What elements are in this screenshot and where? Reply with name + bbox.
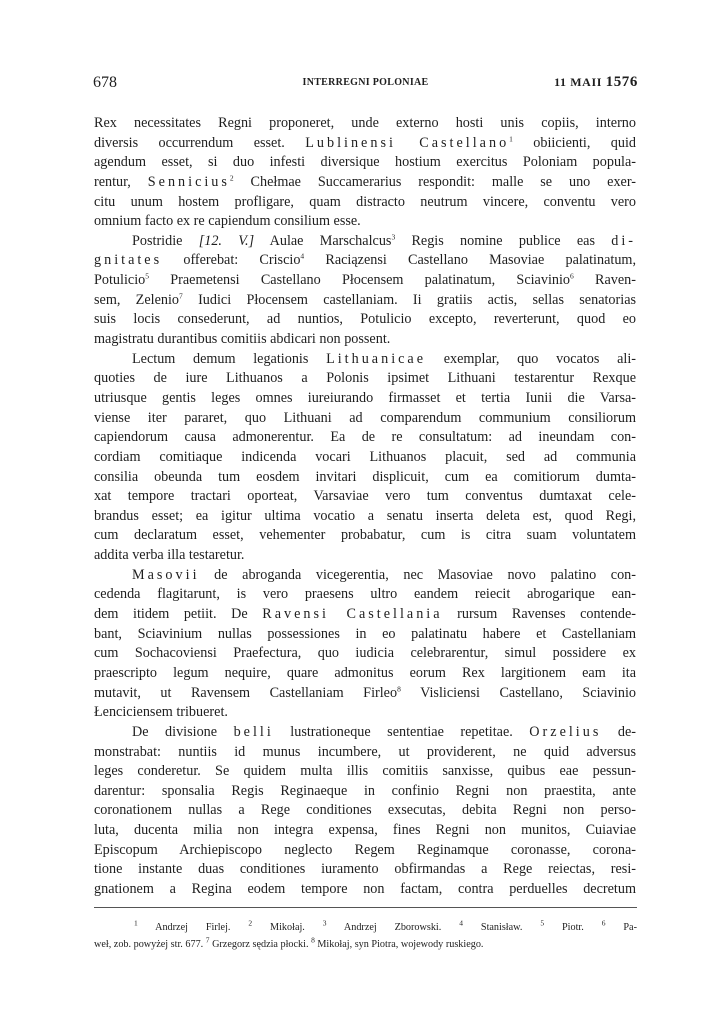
text-line (94, 232, 636, 252)
text-line (94, 389, 636, 409)
text-line (94, 507, 636, 527)
text-run: monstrabat: nuntiis id munus incumbere, ut providerent, ne quid adversus (94, 743, 636, 760)
spaced-name: Lublinensi Castellano (305, 134, 510, 151)
text-run: cum Sochacoviensi Praefectura, quo iudicia celebrarentur, simul possidere ex (94, 645, 636, 662)
text-line (94, 625, 636, 645)
text-run: Łenciciensem tribueret. (94, 704, 228, 721)
text-line (94, 762, 636, 782)
text-line (94, 468, 636, 488)
footnote-marker: 8 (311, 935, 315, 945)
footnote-marker: 6 (601, 918, 606, 928)
text-run: Aulae Marschalcus (254, 232, 392, 249)
page-header (93, 74, 638, 96)
text-line (94, 330, 636, 350)
text-run: bant, Sciavinium nullas possessiones in eo palatinatu habere et Castellaniam (94, 625, 636, 642)
text-run: Episcopum Archiepiscopo neglecto Regem Reginamque coronasse, corona- (94, 841, 636, 858)
text-run: rentur, (94, 173, 148, 190)
text-run: weł, zob. powyżej str. 677. (94, 939, 206, 950)
text-run: de abroganda vicegerentia, nec Masoviae novo palatino con- (199, 566, 636, 583)
footnote-marker: 7 (205, 935, 210, 945)
text-run: dem itidem petiit. De (94, 606, 263, 623)
text-run: diversis occurrendum esset. (94, 134, 306, 151)
text-line (94, 860, 636, 880)
text-run: quoties de iure Lithuanos a Polonis ipsimet Lithuani testarentur Rexque (94, 370, 636, 387)
footnote-marker: 8 (397, 683, 401, 693)
text-run: agendum esset, si duo infesti diversique hostium exercitus Poloniam popula- (94, 154, 636, 171)
footnote-marker: 6 (570, 271, 574, 281)
text-line (94, 664, 636, 684)
text-run: mutavit, ut Ravensem Castellaniam Firleo (94, 684, 398, 701)
body-text (94, 114, 636, 900)
page-number: 678 (93, 74, 117, 91)
text-run: utriusque gentis leges omnes iureiurando firmasset et tertia Iunii die Varsa- (94, 389, 636, 406)
text-run: exemplar, quo vocatos ali- (426, 350, 636, 367)
text-run: Piotr. (544, 922, 602, 933)
text-line (94, 428, 636, 448)
text-line (94, 841, 636, 861)
footnote-line (94, 936, 637, 953)
text-line (94, 134, 636, 154)
text-run: brandus esset; ea igitur ultima vocatio a senatu inserta deleta est, quod Regi, (94, 507, 636, 524)
text-run: obiicienti, quid (512, 134, 637, 151)
text-line (94, 310, 636, 330)
text-run: offerebat: Criscio (162, 252, 301, 269)
text-line (94, 743, 636, 763)
text-run: cum declaratum esset, vehementer probabatur, cum is citra suam voluntatem (94, 527, 636, 544)
text-run: Andrzej Zborowski. (326, 922, 460, 933)
text-line (94, 193, 636, 213)
text-run: Pa- (605, 922, 637, 933)
spaced-name: Ravensi Castellania (262, 606, 443, 623)
text-line (94, 546, 636, 566)
text-run: darentur: sponsalia Regis Reginaeque in confinio Regni non praestita, ante (94, 782, 636, 799)
text-line (94, 801, 636, 821)
text-run: luta, ducenta milia non integra expensa, fines Regni non munitos, Cuiaviae (94, 822, 636, 839)
spaced-name: di- (611, 232, 636, 249)
text-run: citu unum hostem profligare, quam distracto neutrum vincere, conventu vero (94, 193, 636, 210)
text-run: Rex necessitates Regni proponeret, unde externo hosti unis copiis, interno (94, 115, 636, 131)
footnote-line (94, 919, 637, 936)
text-run: Raciązensi Castellano Masoviae palatinatum, (304, 252, 636, 269)
text-run: de- (601, 723, 636, 740)
footnote-marker: 5 (145, 271, 149, 281)
text-run: Iudici Płocensem castellaniam. Ii gratiis actis, sellas senatorias (182, 291, 637, 308)
text-run: addita verba illa testaretur. (94, 547, 245, 564)
footnote-marker: 3 (322, 918, 327, 928)
text-run: Visliciensi Castellano, Sciavinio (400, 684, 636, 701)
text-line (94, 821, 636, 841)
text-run: gnationem a Regina eodem tempore non factam, contra perduelles decretum (94, 880, 636, 897)
text-run: Potulicio (94, 272, 146, 289)
spaced-name: belli (233, 723, 274, 740)
text-run: praescripto legum nequire, quare admonitus eorum Rex largitionem eam ita (94, 664, 636, 681)
text-run: Stanisław. (462, 922, 541, 933)
text-line (94, 782, 636, 802)
text-run: tione instante duas conditiones iuramento obfirmandas a Rege reiectas, resi- (94, 861, 636, 878)
text-run: omnium facto ex re capiendum consilium esse. (94, 213, 361, 230)
text-run: rursum Ravenses contende- (442, 606, 636, 623)
text-run: Andrzej Firlej. (137, 922, 249, 933)
spaced-name: Orzelius (529, 723, 602, 740)
text-line (94, 880, 636, 900)
footnotes (94, 919, 637, 953)
text-line (94, 703, 636, 723)
text-line (94, 605, 636, 625)
text-line (94, 369, 636, 389)
text-run: viense iter pararet, quo Lithuani ad comparendum communium consiliorum (94, 409, 636, 426)
text-run: cordiam comitiaque indicenda vocari Lithuanos placuit, sed ad communia (94, 448, 636, 465)
text-line (94, 448, 636, 468)
text-run: cedenda flagitarunt, is vero praesens ultro eandem reiecit abrogarique ean- (94, 586, 636, 603)
footnote-marker: 3 (391, 232, 396, 242)
text-run: Postridie (132, 232, 199, 249)
text-run: magistratu durantibus comitiis abdicari non possent. (94, 331, 391, 348)
text-run: De divisione (132, 723, 234, 740)
text-line (94, 271, 636, 291)
footnote-marker: 5 (540, 918, 545, 928)
text-line (94, 114, 636, 134)
text-run: capiendorum causa admonerentur. Ea de re consultatum: ad ineundam con- (94, 429, 636, 446)
text-run: leges conderetur. Se quidem multa illis comitiis sanxisse, quibus eae pessun- (94, 763, 636, 780)
text-line (94, 526, 636, 546)
footnote-marker: 1 (134, 918, 138, 928)
text-run: lustrationeque sententiae repetitae. (273, 723, 530, 740)
text-run: sem, Zelenio (94, 291, 180, 308)
footnote-marker: 7 (179, 291, 183, 301)
spaced-name: gnitates (94, 252, 163, 269)
text-run: Chełmae Succamerarius respondit: malle se uno exer- (233, 173, 636, 190)
text-run: consilia obeunda tum eosdem invitari displicuit, cum ea comitiorum dumta- (94, 468, 636, 485)
running-title: INTERREGNI POLONIAE (302, 77, 429, 88)
text-run: xat tempore tractari oporteat, Varsaviae vero tum conventus dumtaxat cele- (94, 488, 636, 505)
text-line (94, 350, 636, 370)
text-run: Mikołaj. (252, 922, 323, 933)
spaced-name: Sennicius (147, 173, 230, 190)
footnote-marker: 2 (248, 918, 253, 928)
text-line (94, 585, 636, 605)
text-line (94, 291, 636, 311)
footnote-rule (94, 907, 637, 908)
text-run: Grzegorz sędzia płocki. (209, 939, 312, 950)
spaced-name: Masovii (132, 566, 200, 583)
text-line (94, 487, 636, 507)
text-run: suis locis consederunt, ad nuntios, Potulicio excepto, reverterunt, quod eo (94, 311, 636, 328)
text-line (94, 173, 636, 193)
text-run: Praemetensi Castellano Płocensem palatinatum, Sciavinio (149, 272, 571, 289)
date-prefix: 11 MAII (554, 75, 602, 89)
text-line (94, 644, 636, 664)
footnote-marker: 4 (459, 918, 463, 928)
text-run: Lectum demum legationis (132, 350, 327, 367)
text-line (94, 684, 636, 704)
date-year: 1576 (605, 74, 638, 90)
text-line (94, 409, 636, 429)
text-line (94, 723, 636, 743)
text-run: Raven- (573, 272, 636, 289)
text-run: Mikołaj, syn Piotra, wojewody ruskiego. (314, 939, 484, 950)
text-line (94, 153, 636, 173)
text-run: coronationem nullas a Rege conditiones exsecutas, debita Regni non perso- (94, 802, 636, 819)
text-line (94, 251, 636, 271)
text-line (94, 566, 636, 586)
footnote-marker: 1 (509, 133, 513, 143)
footnote-marker: 4 (300, 251, 305, 261)
text-line (94, 212, 636, 232)
text-run: Regis nomine publice eas (395, 232, 612, 249)
footnote-marker: 2 (229, 173, 234, 183)
spaced-name: Lithuanicae (326, 350, 427, 367)
editorial-date: [12. V.] (198, 232, 255, 249)
header-date (554, 74, 638, 91)
